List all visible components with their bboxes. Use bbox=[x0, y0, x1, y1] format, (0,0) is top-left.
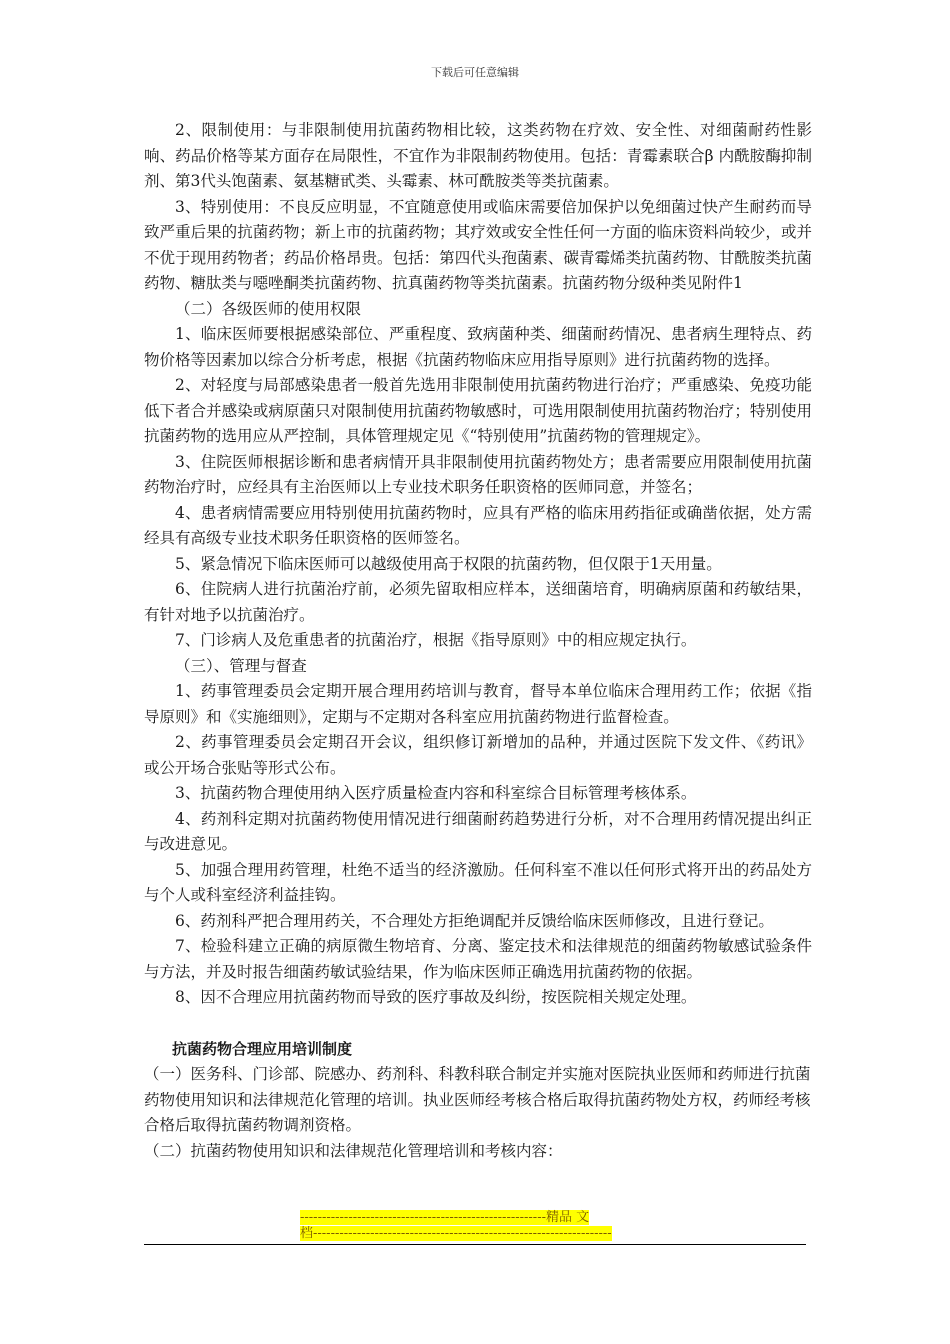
section-title: 抗菌药物合理应用培训制度 bbox=[172, 1039, 353, 1058]
paragraph: 2、限制使用：与非限制使用抗菌药物相比较，这类药物在疗效、安全性、对细菌耐药性影响、药品价格等某方面存在局限性，不宜作为非限制药物使用。包括：青霉素联合β 内酰胺酶抑制剂、第3代头饱菌素、氨基糖甙类、头霉素、林可酰胺类等类抗菌素。 bbox=[144, 121, 812, 190]
footer-line: --------------------------------------------------------精品 文 bbox=[300, 1210, 590, 1225]
paragraph: 4、患者病情需要应用特别使用抗菌药物时，应具有严格的临床用药指征或确凿依据，处方需经具有高级专业技术职务任职资格的医师签名。 bbox=[144, 503, 812, 547]
paragraph: 3、住院医师根据诊断和患者病情开具非限制使用抗菌药物处方；患者需要应用限制使用抗菌药物治疗时，应经具有主治医师以上专业技术职务任职资格的医师同意，并签名； bbox=[144, 452, 812, 496]
subheading: （三）、管理与督查 bbox=[175, 656, 307, 675]
footer-line: 档-------------------------------------------------------------------- bbox=[300, 1226, 612, 1241]
paragraph: 7、门诊病人及危重患者的抗菌治疗，根据《指导原则》中的相应规定执行。 bbox=[175, 631, 697, 649]
paragraph: 1、临床医师要根据感染部位、严重程度、致病菌种类、细菌耐药情况、患者病生理特点、药物价格等因素加以综合分析考虑，根据《抗菌药物临床应用指导原则》进行抗菌药物的选择。 bbox=[144, 325, 812, 369]
paragraph: 6、住院病人进行抗菌治疗前，必须先留取相应样本，送细菌培育，明确病原菌和药敏结果，有针对地予以抗菌治疗。 bbox=[144, 580, 812, 624]
paragraph: 6、药剂科严把合理用药关，不合理处方拒绝调配并反馈给临床医师修改，且进行登记。 bbox=[175, 911, 774, 930]
footer-rule bbox=[144, 1244, 806, 1245]
paragraph: （二）抗菌药物使用知识和法律规范化管理培训和考核内容： bbox=[144, 1141, 563, 1160]
paragraph: 1、药事管理委员会定期开展合理用药培训与教育，督导本单位临床合理用药工作；依据《指导原则》和《实施细则》，定期与不定期对各科室应用抗菌药物进行监督检查。 bbox=[144, 682, 812, 726]
paragraph: 3、特别使用：不良反应明显，不宜随意使用或临床需要倍加保护以免细菌过快产生耐药而导致严重后果的抗菌药物；新上市的抗菌药物；其疗效或安全性任何一方面的临床资料尚较少，或并不优于现用药物者；药品价格昂贵。包括：第四代头孢菌素、碳青霉烯类抗菌药物、甘酰胺类抗菌药物、糖肽类与噁唑酮类抗菌药物、抗真菌药物等类抗菌素。抗菌药物分级种类见附件1 bbox=[144, 197, 812, 292]
paragraph: 2、对轻度与局部感染患者一般首先选用非限制使用抗菌药物进行治疗；严重感染、免疫功能低下者合并感染或病原菌只对限制使用抗菌药物敏感时，可选用限制使用抗菌药物治疗；特别使用抗菌药物的选用应从严控制，具体管理规定见《“特别使用”抗菌药物的管理规定》。 bbox=[144, 376, 812, 445]
paragraph: 4、药剂科定期对抗菌药物使用情况进行细菌耐药趋势进行分析，对不合理用药情况提出纠正与改进意见。 bbox=[144, 809, 812, 853]
paragraph: 2、药事管理委员会定期召开会议，组织修订新增加的品种，并通过医院下发文件、《药讯》或公开场合张贴等形式公布。 bbox=[144, 733, 812, 777]
paragraph: 3、抗菌药物合理使用纳入医疗质量检查内容和科室综合目标管理考核体系。 bbox=[175, 784, 697, 802]
paragraph: 8、因不合理应用抗菌药物而导致的医疗事故及纠纷，按医院相关规定处理。 bbox=[175, 988, 697, 1006]
subheading: （二）各级医师的使用权限 bbox=[175, 299, 362, 318]
paragraph: （一）医务科、门诊部、院感办、药剂科、科教科联合制定并实施对医院执业医师和药师进行抗菌药物使用知识和法律规范化管理的培训。执业医师经考核合格后取得抗菌药物处方权，药师经考核合格后取得抗菌药物调剂资格。 bbox=[144, 1065, 811, 1134]
document-body bbox=[144, 118, 812, 1164]
paragraph: 5、加强合理用药管理，杜绝不适当的经济激励。任何科室不准以任何形式将开出的药品处方与个人或科室经济利益挂钩。 bbox=[144, 860, 812, 904]
paragraph: 5、紧急情况下临床医师可以越级使用高于权限的抗菌药物，但仅限于1天用量。 bbox=[175, 554, 722, 573]
footer-watermark bbox=[300, 1210, 640, 1242]
paragraph: 7、检验科建立正确的病原微生物培育、分离、鉴定技术和法律规范的细菌药物敏感试验条件与方法，并及时报告细菌药敏试验结果，作为临床医师正确选用抗菌药物的依据。 bbox=[144, 937, 812, 981]
page-header: 下载后可任意编辑 bbox=[431, 66, 519, 79]
